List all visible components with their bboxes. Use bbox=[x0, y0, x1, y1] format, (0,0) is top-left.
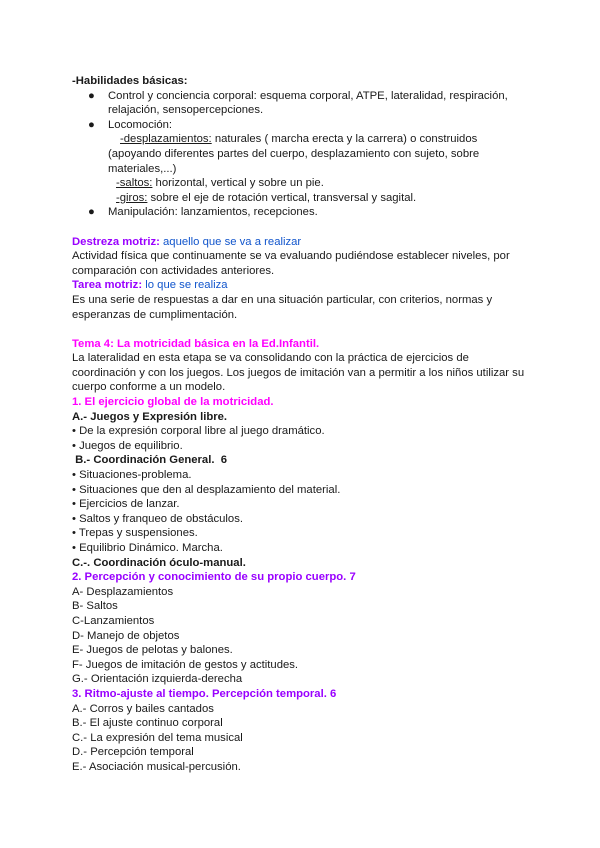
list-item: • De la expresión corporal libre al juego dramático. bbox=[72, 425, 325, 438]
bullet-icon: ● bbox=[88, 118, 95, 131]
tema-line1: La lateralidad en esta etapa se va consolidando con la práctica de ejercicios de bbox=[72, 352, 469, 365]
saltos-text: horizontal, vertical y sobre un pie. bbox=[152, 177, 324, 190]
list-item: B- Saltos bbox=[72, 600, 118, 613]
list-item: C-Lanzamientos bbox=[72, 614, 155, 627]
list-item: • Trepas y suspensiones. bbox=[72, 527, 198, 540]
section2-title: 2. Percepción y conocimiento de su propio cuerpo. 7 bbox=[72, 571, 356, 584]
list-item: • Ejercicios de lanzar. bbox=[72, 498, 180, 511]
list-item: D.- Percepción temporal bbox=[72, 746, 194, 759]
tema-title: Tema 4: La motricidad básica en la Ed.Infantil. bbox=[72, 337, 320, 350]
saltos-line bbox=[72, 176, 532, 191]
list-item: C.- La expresión del tema musical bbox=[72, 731, 243, 744]
tarea-label: Tarea motriz: bbox=[72, 279, 143, 292]
tema-line2: coordinación y con los juegos. Los juegos de imitación van a permitir a los niños utilizar su bbox=[72, 366, 525, 379]
list-item: • Situaciones-problema. bbox=[72, 469, 192, 482]
skills-item-control-line2: relajación, sensopercepciones. bbox=[108, 104, 264, 117]
desplazamientos-text: naturales ( marcha erecta y la carrera) o construidos bbox=[211, 133, 478, 146]
bullet-icon: ● bbox=[88, 206, 95, 219]
skills-item-locomocion-label: Locomoción: bbox=[108, 118, 173, 131]
list-item: E- Juegos de pelotas y balones. bbox=[72, 644, 233, 657]
tarea-line2: esperanzas de cumplimentación. bbox=[72, 308, 238, 321]
destreza-line1: Actividad física que continuamente se va evaluando pudiéndose establecer niveles, por bbox=[72, 250, 510, 263]
list-item: • Equilibrio Dinámico. Marcha. bbox=[72, 542, 223, 554]
saltos-label: -saltos: bbox=[116, 177, 153, 190]
desplazamientos-line2: (apoyando diferentes partes del cuerpo, desplazamiento con sujeto, sobre bbox=[108, 147, 480, 160]
tarea-def: lo que se realiza bbox=[142, 279, 228, 292]
skills-item-manipulacion bbox=[72, 205, 532, 220]
list-item: E.- Asociación musical-percusión. bbox=[72, 760, 241, 773]
desplazamientos-line bbox=[72, 132, 532, 147]
skills-heading: -Habilidades básicas: bbox=[72, 75, 188, 87]
desplazamientos-line3: materiales,...) bbox=[108, 162, 177, 175]
list-item: • Juegos de equilibrio. bbox=[72, 439, 183, 452]
giros-label: -giros: bbox=[116, 191, 148, 204]
desplazamientos-label: -desplazamientos: bbox=[120, 133, 212, 146]
tema-line3: cuerpo conforme a un modelo. bbox=[72, 381, 226, 394]
section1-c-heading: C.-. Coordinación óculo-manual. bbox=[72, 556, 246, 569]
section1-title: 1. El ejercicio global de la motricidad. bbox=[72, 396, 274, 409]
skills-item-control bbox=[72, 89, 532, 118]
giros-line bbox=[72, 191, 532, 206]
tarea-line1: Es una serie de respuestas a dar en una situación particular, con criterios, normas y bbox=[72, 293, 493, 306]
skills-item-locomocion bbox=[72, 118, 532, 133]
list-item: • Saltos y franqueo de obstáculos. bbox=[72, 512, 244, 525]
section1-b-heading: B.- Coordinación General. 6 bbox=[72, 454, 228, 467]
section3-title: 3. Ritmo-ajuste al tiempo. Percepción temporal. 6 bbox=[72, 687, 337, 700]
destreza-def: aquello que se va a realizar bbox=[159, 235, 302, 248]
bullet-icon: ● bbox=[88, 89, 95, 102]
tarea-heading bbox=[72, 278, 532, 293]
destreza-line2: comparación con actividades anteriores. bbox=[72, 264, 275, 277]
destreza-label: Destreza motriz: bbox=[72, 235, 160, 248]
list-item: B.- El ajuste continuo corporal bbox=[72, 717, 223, 730]
destreza-heading bbox=[72, 235, 532, 250]
giros-text: sobre el eje de rotación vertical, transversal y sagital. bbox=[147, 191, 417, 204]
list-item: A- Desplazamientos bbox=[72, 585, 174, 598]
section1-a-heading: A.- Juegos y Expresión libre. bbox=[72, 410, 228, 423]
document-content bbox=[72, 74, 532, 775]
list-item: D- Manejo de objetos bbox=[72, 629, 180, 642]
list-item: A.- Corros y bailes cantados bbox=[72, 702, 214, 715]
list-item: G.- Orientación izquierda-derecha bbox=[72, 673, 243, 686]
list-item: F- Juegos de imitación de gestos y actitudes. bbox=[72, 658, 299, 671]
skills-item-control-line1: Control y conciencia corporal: esquema corporal, ATPE, lateralidad, respiración, bbox=[108, 89, 508, 102]
skills-item-manipulacion-text: Manipulación: lanzamientos, recepciones. bbox=[108, 206, 318, 219]
list-item: • Situaciones que den al desplazamiento del material. bbox=[72, 483, 341, 496]
